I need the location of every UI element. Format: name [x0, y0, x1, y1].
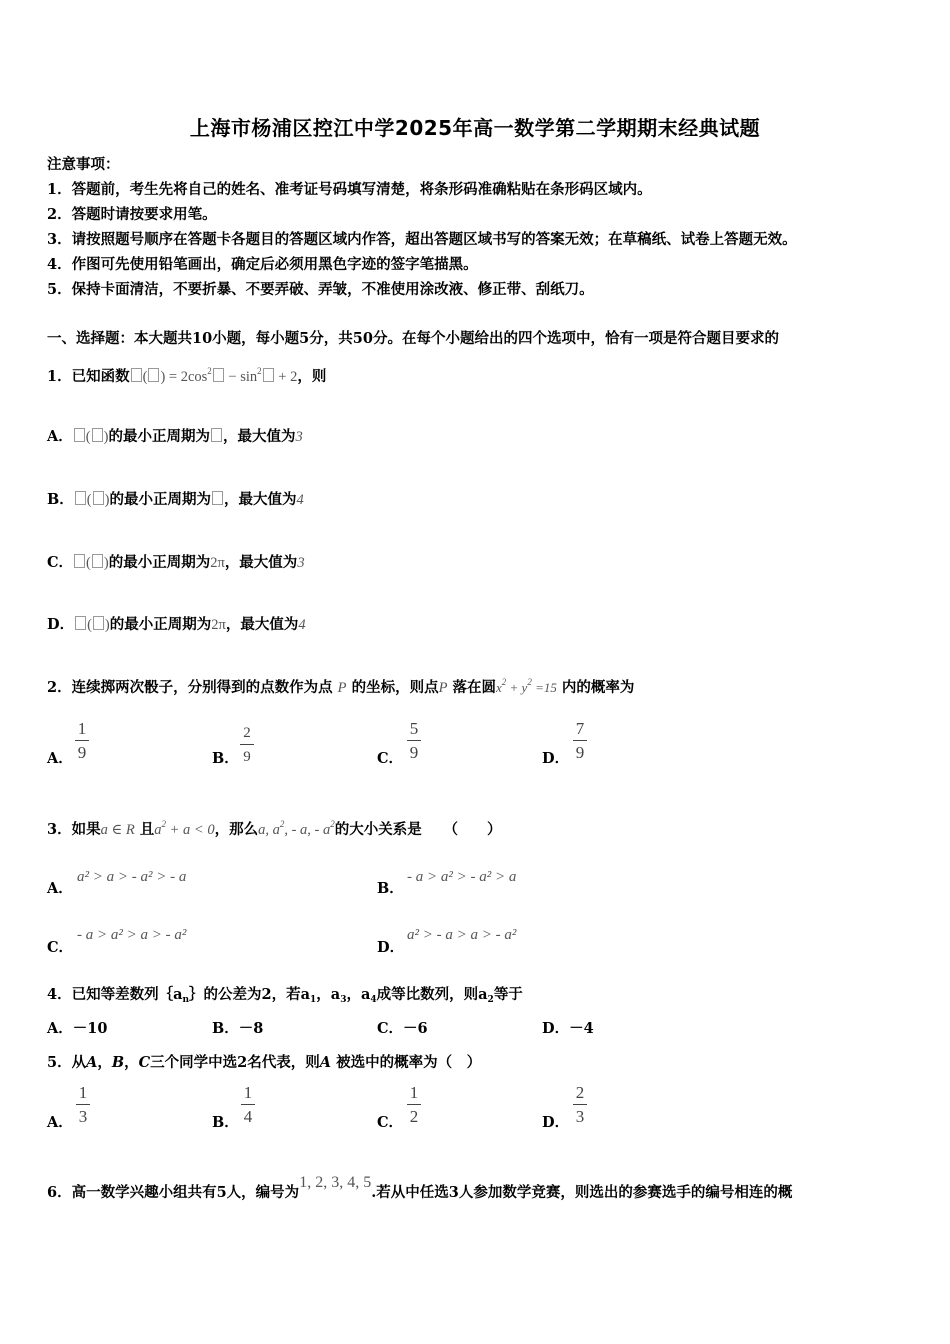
function-formula: ( ) = $2\cos^2 - \sin^2 + 2$: [130, 369, 298, 385]
q2-option-b[interactable]: B．: [212, 750, 239, 767]
notice-item-3: 3．请按照题号顺序在答题卡各题目的答题区域内作答，超出答题区域书写的答案无效；在草稿纸、试卷上答题无效。: [47, 231, 797, 248]
question-1: 1．已知函数 ( ) = $2\cos^2 - \sin^2 + 2$，则: [47, 366, 327, 385]
q2-fraction-b: 2 9: [240, 724, 254, 766]
q3-option-c-label[interactable]: C．: [47, 939, 74, 956]
notice-item-5: 5．保持卡面清洁，不要折暴、不要弄破、弄皱，不准使用涂改液、修正带、刮纸刀。: [47, 281, 594, 298]
question-2: 2．连续掷两次骰子，分别得到的点数作为点 P 的坐标，则点P 落在圆$x^2 + y^2 =15$ 内的概率为: [47, 677, 635, 696]
q5-fraction-a: 1 3: [76, 1084, 90, 1126]
q2-fraction-a: 1 9: [75, 720, 89, 762]
notice-heading: 注意事项：: [47, 156, 120, 173]
section-heading: 一、选择题：本大题共10小题，每小题5分，共50分。在每个小题给出的四个选项中，恰有一项是符合题目要求的: [47, 330, 779, 347]
notice-item-2: 2．答题时请按要求用笔。: [47, 206, 217, 223]
question-4: 4．已知等差数列$\{a_n\}$的公差为2，若$a_1$，$a_3$，$a_4$成等比数列，则$a_2$等于: [47, 986, 523, 1005]
q1-option-d[interactable]: D． ( )的最小正周期为2π，最大值为4: [47, 616, 306, 633]
q5-fraction-d: 2 3: [573, 1084, 587, 1126]
q1-option-c[interactable]: C． ( )的最小正周期为2π，最大值为3: [47, 554, 305, 571]
q2-fraction-d: 7 9: [573, 720, 587, 762]
q4-option-c[interactable]: C．－6: [377, 1020, 428, 1037]
question-5: 5．从A，B，C三个同学中选2名代表，则A 被选中的概率为（ ）: [47, 1054, 482, 1071]
q3-option-d-expr: a² > - a > a > - a²: [407, 927, 517, 943]
notice-item-1: 1．答题前，考生先将自己的姓名、准考证号码填写清楚，将条形码准确粘贴在条形码区域内。: [47, 181, 652, 198]
q5-option-c[interactable]: C．: [377, 1114, 404, 1131]
page-title: 上海市杨浦区控江中学2025年高一数学第二学期期末经典试题: [189, 116, 761, 140]
notice-item-4: 4．作图可先使用铅笔画出，确定后必须用黑色字迹的签字笔描黑。: [47, 256, 478, 273]
question-number: 1．: [47, 368, 72, 385]
q2-fraction-c: 5 9: [407, 720, 421, 762]
question-6: 6．高一数学兴趣小组共有5人，编号为1, 2, 3, 4, 5.若从中任选3人参加数学竞赛，则选出的参赛选手的编号相连的概: [47, 1174, 793, 1201]
q1-option-b[interactable]: B． ( )的最小正周期为 ，最大值为4: [47, 491, 304, 508]
q3-option-a-expr: a² > a > - a² > - a: [77, 869, 187, 885]
q5-option-d[interactable]: D．: [542, 1114, 570, 1131]
q5-option-b[interactable]: B．: [212, 1114, 239, 1131]
q5-fraction-b: 1 4: [241, 1084, 255, 1126]
q3-option-b-expr: - a > a² > - a² > a: [407, 869, 517, 885]
q5-option-a[interactable]: A．: [47, 1114, 73, 1131]
q5-fraction-c: 1 2: [407, 1084, 421, 1126]
q2-option-a[interactable]: A．: [47, 750, 73, 767]
q2-option-c[interactable]: C．: [377, 750, 404, 767]
question-3: 3．如果a ∈ R 且$a^2 + a < 0$，那么a, $a^2$, - a, - $a^2$的大小关系是 （ ）: [47, 819, 502, 838]
q4-option-d[interactable]: D．－4: [542, 1020, 594, 1037]
q4-option-b[interactable]: B．－8: [212, 1020, 264, 1037]
q3-option-c-expr: - a > a² > a > - a²: [77, 927, 187, 943]
q2-option-d[interactable]: D．: [542, 750, 570, 767]
q3-option-b-label[interactable]: B．: [377, 880, 404, 897]
q1-option-a[interactable]: A． ( )的最小正周期为 ，最大值为3: [47, 428, 303, 445]
q3-option-d-label[interactable]: D．: [377, 939, 405, 956]
q4-option-a[interactable]: A．－10: [47, 1020, 108, 1037]
q3-option-a-label[interactable]: A．: [47, 880, 73, 897]
